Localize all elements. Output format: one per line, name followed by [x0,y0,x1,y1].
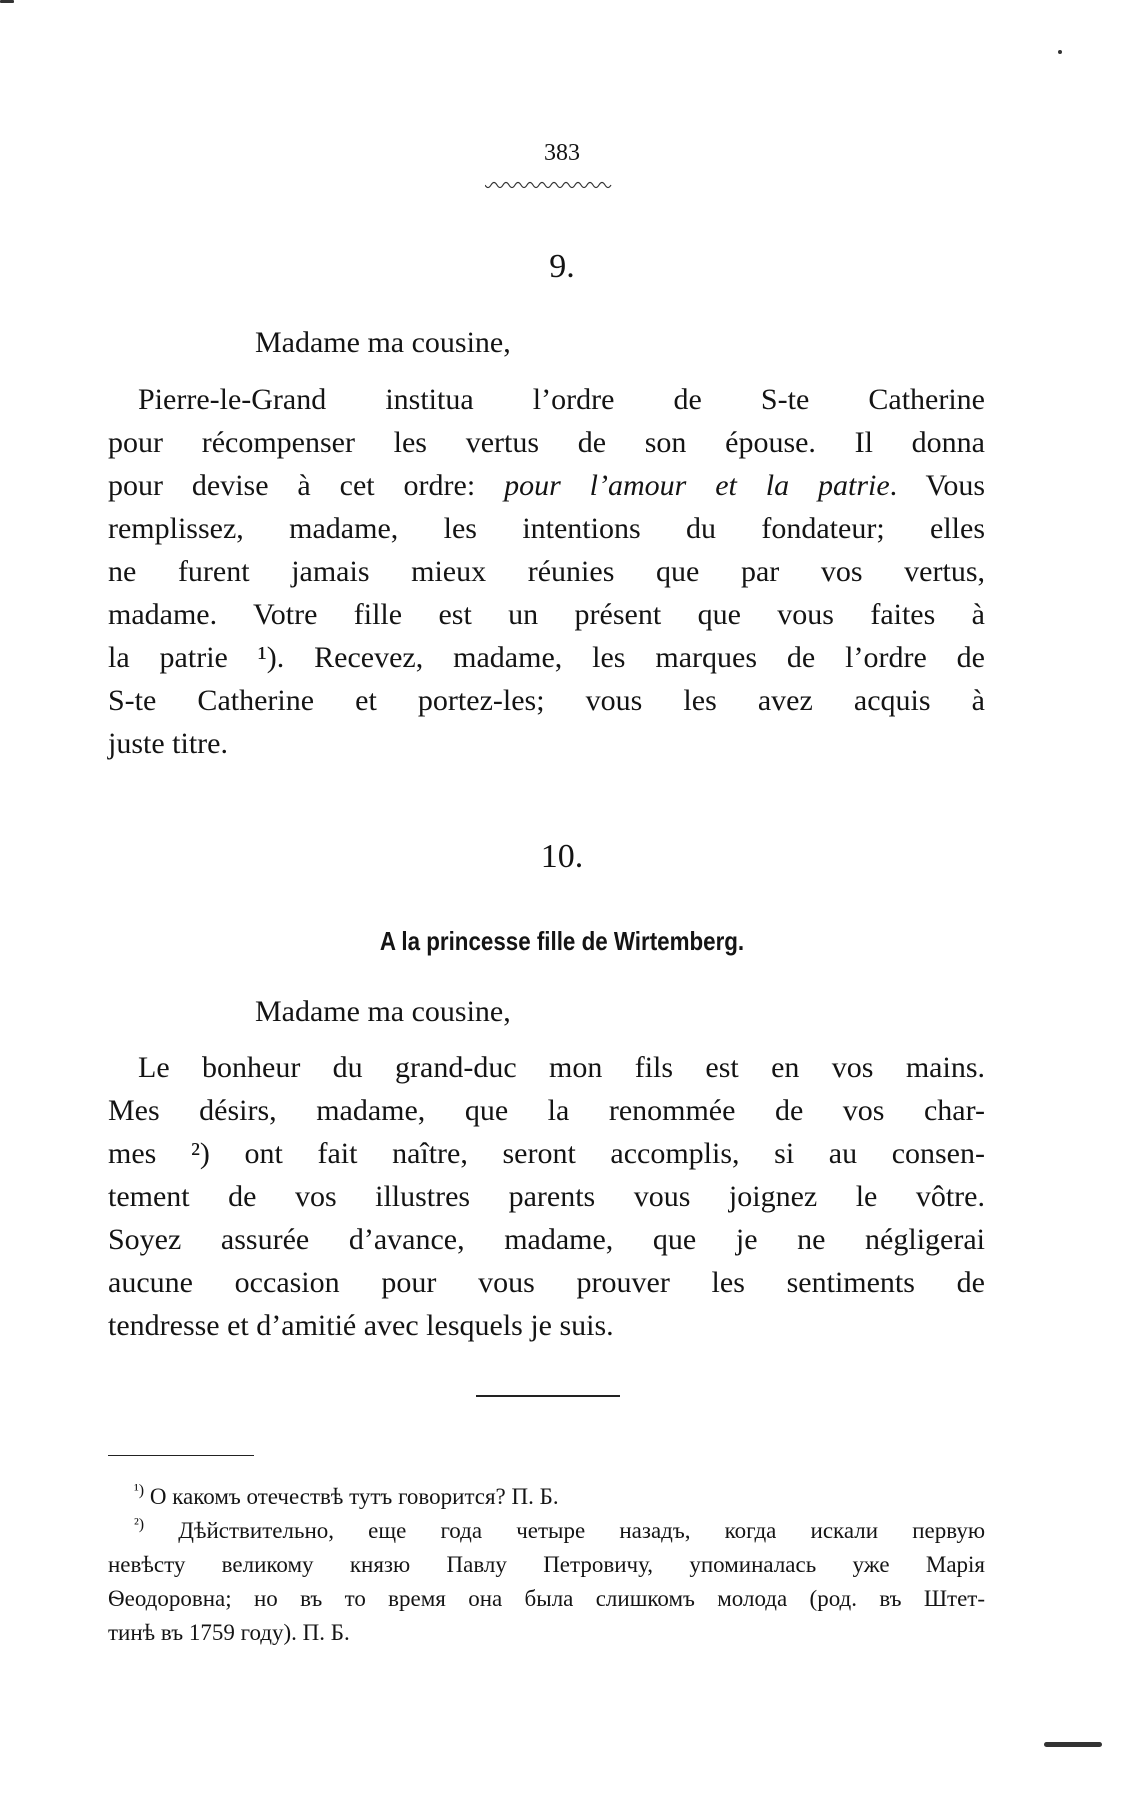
footnote-marker: ²) [134,1516,145,1533]
text-line: la patrie ¹). Recevez, madame, les marques de l’ordre de [108,641,985,674]
page-number: 383 [544,140,580,166]
text-line: pour récompenser les vertus de son épouse. Il donna [108,426,985,459]
salutation-10: Madame ma cousine, [255,995,511,1028]
footnotes [108,1480,985,1650]
scan-mark [0,0,14,3]
footnote-2 [108,1514,985,1548]
wavy-rule [485,181,615,191]
footnote-line: Ѳеодоровна; но въ то время она была слишкомъ молода (род. въ Штет- [108,1586,985,1611]
footnote-1 [108,1480,985,1514]
letter-number-10: 10. [540,838,584,875]
letter-number-9: 9. [549,248,575,285]
text-line: tement de vos illustres parents vous joignez le vôtre. [108,1180,985,1213]
scan-speck [1058,50,1062,54]
scan-mark [1044,1742,1102,1747]
footnote-rule [108,1455,254,1456]
end-separator [476,1395,620,1397]
text-line: Pierre-le-Grand institua l’ordre de S-te Catherine [138,383,985,416]
footnote-text: О какомъ отечествѣ тутъ говорится? П. Б. [149,1484,559,1509]
footnote-text: Дѣйствительно, еще года четыре назадъ, когда искали первую [178,1518,986,1543]
text-line: ne furent jamais mieux réunies que par vos vertus, [108,555,985,588]
text-line: tendresse et d’amitié avec lesquels je suis. [108,1309,614,1342]
text-line: Le bonheur du grand-duc mon fils est en vos mains. [138,1051,985,1084]
text-line: S-te Catherine et portez-les; vous les avez acquis à [108,684,985,717]
text-line: Mes désirs, madame, que la renommée de vos char- [108,1094,985,1127]
text-line-with-italic: pour devise à cet ordre: pour l’amour et la patrie. Vous [108,469,985,502]
text-line: remplissez, madame, les intentions du fondateur; elles [108,512,985,545]
footnote-line: тинѣ въ 1759 году). П. Б. [108,1620,350,1645]
text-line: aucune occasion pour vous prouver les sentiments de [108,1266,985,1299]
footnote-line: невѣсту великому князю Павлу Петровичу, упоминалась уже Марія [108,1552,985,1577]
letter-heading: A la princesse fille de Wirtemberg. [379,926,745,956]
letter-10-body [108,1046,985,1347]
footnote-marker: ¹) [134,1482,145,1499]
italic-motto: pour l’amour et la patrie [504,469,890,502]
text-line: mes ²) ont fait naître, seront accomplis, si au consen- [108,1137,985,1170]
salutation-9: Madame ma cousine, [255,326,511,359]
letter-9-body [108,378,985,765]
text-line: juste titre. [108,727,228,760]
text-line: Soyez assurée d’avance, madame, que je ne négligerai [108,1223,985,1256]
text-line: madame. Votre fille est un présent que vous faites à [108,598,985,631]
